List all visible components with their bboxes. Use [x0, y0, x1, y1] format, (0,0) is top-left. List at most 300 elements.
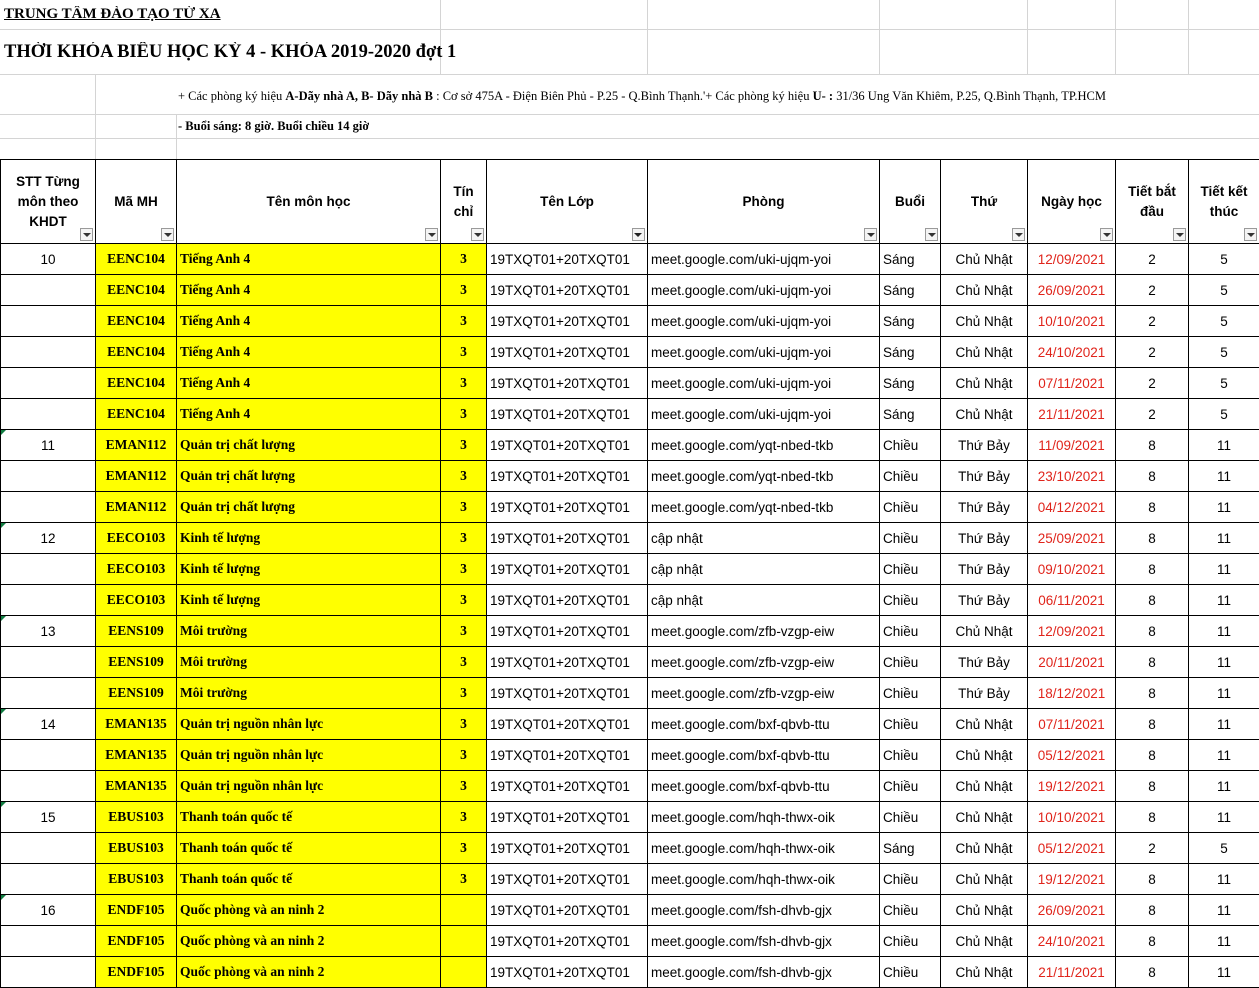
- class-cell[interactable]: 19TXQT01+20TXQT01: [487, 864, 648, 895]
- subject-cell[interactable]: Kinh tế lượng: [177, 554, 441, 585]
- session-cell[interactable]: Sáng: [880, 368, 941, 399]
- day-cell[interactable]: Thứ Bảy: [941, 430, 1028, 461]
- session-cell[interactable]: Chiều: [880, 616, 941, 647]
- end-period-cell[interactable]: 5: [1189, 833, 1259, 864]
- day-cell[interactable]: Chủ Nhật: [941, 833, 1028, 864]
- stt-cell[interactable]: [1, 740, 96, 771]
- end-period-cell[interactable]: 11: [1189, 585, 1259, 616]
- subject-cell[interactable]: Quản trị chất lượng: [177, 430, 441, 461]
- credits-cell[interactable]: 3: [441, 678, 487, 709]
- stt-cell[interactable]: [1, 585, 96, 616]
- class-cell[interactable]: 19TXQT01+20TXQT01: [487, 306, 648, 337]
- class-cell[interactable]: 19TXQT01+20TXQT01: [487, 926, 648, 957]
- start-period-cell[interactable]: 8: [1116, 554, 1189, 585]
- subject-cell[interactable]: Quản trị nguồn nhân lực: [177, 740, 441, 771]
- session-cell[interactable]: Chiều: [880, 647, 941, 678]
- class-cell[interactable]: 19TXQT01+20TXQT01: [487, 678, 648, 709]
- session-cell[interactable]: Chiều: [880, 523, 941, 554]
- class-cell[interactable]: 19TXQT01+20TXQT01: [487, 461, 648, 492]
- day-cell[interactable]: Chủ Nhật: [941, 740, 1028, 771]
- room-cell[interactable]: meet.google.com/fsh-dhvb-gjx: [648, 895, 880, 926]
- header-end-period[interactable]: Tiết kết thúc: [1189, 160, 1259, 244]
- table-row: [1, 616, 1259, 647]
- stt-cell[interactable]: [1, 926, 96, 957]
- day-cell[interactable]: Chủ Nhật: [941, 337, 1028, 368]
- date-cell[interactable]: 05/12/2021: [1028, 833, 1116, 864]
- end-period-cell[interactable]: 11: [1189, 678, 1259, 709]
- session-cell[interactable]: Chiều: [880, 864, 941, 895]
- filter-dropdown-icon[interactable]: [864, 228, 877, 241]
- end-period-cell[interactable]: 11: [1189, 895, 1259, 926]
- credits-cell[interactable]: 3: [441, 833, 487, 864]
- room-cell[interactable]: cập nhật: [648, 523, 880, 554]
- room-cell[interactable]: meet.google.com/fsh-dhvb-gjx: [648, 926, 880, 957]
- day-cell[interactable]: Thứ Bảy: [941, 585, 1028, 616]
- date-cell[interactable]: 10/10/2021: [1028, 306, 1116, 337]
- code-cell[interactable]: EENC104: [96, 275, 177, 306]
- room-cell[interactable]: meet.google.com/uki-ujqm-yoi: [648, 244, 880, 275]
- end-period-cell[interactable]: 11: [1189, 709, 1259, 740]
- day-cell[interactable]: Thứ Bảy: [941, 492, 1028, 523]
- end-period-cell[interactable]: 11: [1189, 616, 1259, 647]
- day-cell[interactable]: Chủ Nhật: [941, 926, 1028, 957]
- stt-cell[interactable]: [1, 492, 96, 523]
- subject-cell[interactable]: Tiếng Anh 4: [177, 399, 441, 430]
- class-cell[interactable]: 19TXQT01+20TXQT01: [487, 833, 648, 864]
- stt-cell[interactable]: 15: [1, 802, 96, 833]
- stt-cell[interactable]: 12: [1, 523, 96, 554]
- credits-cell[interactable]: 3: [441, 523, 487, 554]
- session-cell[interactable]: Chiều: [880, 895, 941, 926]
- stt-cell[interactable]: [1, 306, 96, 337]
- note-times[interactable]: - Buổi sáng: 8 giờ. Buổi chiều 14 giờ: [178, 119, 370, 133]
- date-cell[interactable]: 23/10/2021: [1028, 461, 1116, 492]
- table-row: [1, 771, 1259, 802]
- session-cell[interactable]: Chiều: [880, 957, 941, 988]
- session-cell[interactable]: Chiều: [880, 709, 941, 740]
- class-cell[interactable]: 19TXQT01+20TXQT01: [487, 771, 648, 802]
- start-period-cell[interactable]: 8: [1116, 647, 1189, 678]
- room-cell[interactable]: meet.google.com/bxf-qbvb-ttu: [648, 709, 880, 740]
- subject-cell[interactable]: Thanh toán quốc tế: [177, 802, 441, 833]
- date-cell[interactable]: 10/10/2021: [1028, 802, 1116, 833]
- end-period-cell[interactable]: 5: [1189, 368, 1259, 399]
- session-cell[interactable]: Sáng: [880, 833, 941, 864]
- stt-cell[interactable]: [1, 833, 96, 864]
- filter-dropdown-icon[interactable]: [425, 228, 438, 241]
- code-cell[interactable]: EBUS103: [96, 833, 177, 864]
- credits-cell[interactable]: 3: [441, 337, 487, 368]
- stt-cell[interactable]: [1, 368, 96, 399]
- code-cell[interactable]: ENDF105: [96, 957, 177, 988]
- start-period-cell[interactable]: 8: [1116, 492, 1189, 523]
- room-cell[interactable]: meet.google.com/uki-ujqm-yoi: [648, 306, 880, 337]
- credits-cell[interactable]: 3: [441, 275, 487, 306]
- room-cell[interactable]: meet.google.com/uki-ujqm-yoi: [648, 337, 880, 368]
- code-cell[interactable]: EENC104: [96, 368, 177, 399]
- day-cell[interactable]: Chủ Nhật: [941, 399, 1028, 430]
- table-row: [1, 926, 1259, 957]
- end-period-cell[interactable]: 11: [1189, 554, 1259, 585]
- end-period-cell[interactable]: 11: [1189, 864, 1259, 895]
- col-line: [647, 0, 648, 75]
- subject-cell[interactable]: Quốc phòng và an ninh 2: [177, 926, 441, 957]
- subject-cell[interactable]: Tiếng Anh 4: [177, 244, 441, 275]
- date-cell[interactable]: 21/11/2021: [1028, 399, 1116, 430]
- code-cell[interactable]: EBUS103: [96, 802, 177, 833]
- date-cell[interactable]: 24/10/2021: [1028, 926, 1116, 957]
- session-cell[interactable]: Chiều: [880, 554, 941, 585]
- day-cell[interactable]: Thứ Bảy: [941, 554, 1028, 585]
- class-cell[interactable]: 19TXQT01+20TXQT01: [487, 957, 648, 988]
- day-cell[interactable]: Chủ Nhật: [941, 957, 1028, 988]
- class-cell[interactable]: 19TXQT01+20TXQT01: [487, 895, 648, 926]
- start-period-cell[interactable]: 8: [1116, 864, 1189, 895]
- date-cell[interactable]: 09/10/2021: [1028, 554, 1116, 585]
- code-cell[interactable]: EMAN112: [96, 430, 177, 461]
- stt-cell[interactable]: 13: [1, 616, 96, 647]
- code-cell[interactable]: ENDF105: [96, 926, 177, 957]
- end-period-cell[interactable]: 11: [1189, 430, 1259, 461]
- room-cell[interactable]: meet.google.com/hqh-thwx-oik: [648, 802, 880, 833]
- table-row: [1, 740, 1259, 771]
- end-period-cell[interactable]: 11: [1189, 523, 1259, 554]
- start-period-cell[interactable]: 8: [1116, 895, 1189, 926]
- session-cell[interactable]: Chiều: [880, 802, 941, 833]
- room-cell[interactable]: meet.google.com/bxf-qbvb-ttu: [648, 740, 880, 771]
- end-period-cell[interactable]: 5: [1189, 306, 1259, 337]
- class-cell[interactable]: 19TXQT01+20TXQT01: [487, 616, 648, 647]
- header-day[interactable]: Thứ: [941, 160, 1028, 244]
- end-period-cell[interactable]: 5: [1189, 337, 1259, 368]
- start-period-cell[interactable]: 2: [1116, 244, 1189, 275]
- start-period-cell[interactable]: 2: [1116, 306, 1189, 337]
- class-cell[interactable]: 19TXQT01+20TXQT01: [487, 368, 648, 399]
- code-cell[interactable]: EENC104: [96, 306, 177, 337]
- filter-dropdown-icon[interactable]: [925, 228, 938, 241]
- day-cell[interactable]: Thứ Bảy: [941, 461, 1028, 492]
- date-cell[interactable]: 07/11/2021: [1028, 709, 1116, 740]
- subject-cell[interactable]: Quốc phòng và an ninh 2: [177, 895, 441, 926]
- session-cell[interactable]: Sáng: [880, 275, 941, 306]
- day-cell[interactable]: Thứ Bảy: [941, 678, 1028, 709]
- date-cell[interactable]: 19/12/2021: [1028, 771, 1116, 802]
- header-code[interactable]: Mã MH: [96, 160, 177, 244]
- center-name[interactable]: TRUNG TÂM ĐÀO TẠO TỪ XA: [4, 6, 221, 22]
- credits-cell[interactable]: 3: [441, 740, 487, 771]
- end-period-cell[interactable]: 11: [1189, 957, 1259, 988]
- filter-dropdown-icon[interactable]: [1173, 228, 1186, 241]
- class-cell[interactable]: 19TXQT01+20TXQT01: [487, 647, 648, 678]
- credits-cell[interactable]: 3: [441, 430, 487, 461]
- room-cell[interactable]: meet.google.com/uki-ujqm-yoi: [648, 275, 880, 306]
- header-credits[interactable]: Tín chỉ: [441, 160, 487, 244]
- room-cell[interactable]: meet.google.com/uki-ujqm-yoi: [648, 368, 880, 399]
- date-cell[interactable]: 24/10/2021: [1028, 337, 1116, 368]
- end-period-cell[interactable]: 11: [1189, 926, 1259, 957]
- filter-dropdown-icon[interactable]: [80, 228, 93, 241]
- stt-cell[interactable]: 16: [1, 895, 96, 926]
- class-cell[interactable]: 19TXQT01+20TXQT01: [487, 523, 648, 554]
- subject-cell[interactable]: Quản trị nguồn nhân lực: [177, 771, 441, 802]
- filter-dropdown-icon[interactable]: [1244, 228, 1257, 241]
- class-cell[interactable]: 19TXQT01+20TXQT01: [487, 244, 648, 275]
- start-period-cell[interactable]: 8: [1116, 926, 1189, 957]
- end-period-cell[interactable]: 11: [1189, 647, 1259, 678]
- date-cell[interactable]: 26/09/2021: [1028, 275, 1116, 306]
- stt-cell[interactable]: [1, 864, 96, 895]
- end-period-cell[interactable]: 11: [1189, 771, 1259, 802]
- subject-cell[interactable]: Quản trị nguồn nhân lực: [177, 709, 441, 740]
- day-cell[interactable]: Thứ Bảy: [941, 523, 1028, 554]
- day-cell[interactable]: Chủ Nhật: [941, 306, 1028, 337]
- col-line: [1027, 0, 1028, 75]
- credits-cell[interactable]: 3: [441, 709, 487, 740]
- start-period-cell[interactable]: 8: [1116, 802, 1189, 833]
- credits-cell[interactable]: [441, 957, 487, 988]
- room-cell[interactable]: meet.google.com/fsh-dhvb-gjx: [648, 957, 880, 988]
- day-cell[interactable]: Chủ Nhật: [941, 368, 1028, 399]
- code-cell[interactable]: EMAN135: [96, 740, 177, 771]
- stt-cell[interactable]: [1, 554, 96, 585]
- start-period-cell[interactable]: 8: [1116, 740, 1189, 771]
- credits-cell[interactable]: 3: [441, 585, 487, 616]
- header-start-period[interactable]: Tiết bắt đầu: [1116, 160, 1189, 244]
- start-period-cell[interactable]: 8: [1116, 709, 1189, 740]
- end-period-cell[interactable]: 11: [1189, 802, 1259, 833]
- date-cell[interactable]: 04/12/2021: [1028, 492, 1116, 523]
- filter-active-icon[interactable]: [632, 228, 645, 241]
- start-period-cell[interactable]: 8: [1116, 616, 1189, 647]
- room-cell[interactable]: meet.google.com/uki-ujqm-yoi: [648, 399, 880, 430]
- stt-cell[interactable]: [1, 337, 96, 368]
- subject-cell[interactable]: Thanh toán quốc tế: [177, 833, 441, 864]
- date-cell[interactable]: 25/09/2021: [1028, 523, 1116, 554]
- filter-dropdown-icon[interactable]: [1100, 228, 1113, 241]
- start-period-cell[interactable]: 8: [1116, 523, 1189, 554]
- start-period-cell[interactable]: 2: [1116, 337, 1189, 368]
- date-cell[interactable]: 07/11/2021: [1028, 368, 1116, 399]
- date-cell[interactable]: 26/09/2021: [1028, 895, 1116, 926]
- start-period-cell[interactable]: 2: [1116, 368, 1189, 399]
- code-cell[interactable]: EENC104: [96, 399, 177, 430]
- code-cell[interactable]: EBUS103: [96, 864, 177, 895]
- subject-cell[interactable]: Thanh toán quốc tế: [177, 864, 441, 895]
- code-cell[interactable]: ENDF105: [96, 895, 177, 926]
- stt-cell[interactable]: 11: [1, 430, 96, 461]
- credits-cell[interactable]: 3: [441, 647, 487, 678]
- subject-cell[interactable]: Tiếng Anh 4: [177, 275, 441, 306]
- date-cell[interactable]: 05/12/2021: [1028, 740, 1116, 771]
- session-cell[interactable]: Sáng: [880, 244, 941, 275]
- room-cell[interactable]: meet.google.com/yqt-nbed-tkb: [648, 492, 880, 523]
- date-cell[interactable]: 12/09/2021: [1028, 616, 1116, 647]
- code-cell[interactable]: EECO103: [96, 585, 177, 616]
- subject-cell[interactable]: Môi trường: [177, 678, 441, 709]
- credits-cell[interactable]: 3: [441, 864, 487, 895]
- stt-cell[interactable]: [1, 647, 96, 678]
- day-cell[interactable]: Chủ Nhật: [941, 864, 1028, 895]
- subject-cell[interactable]: Quản trị chất lượng: [177, 461, 441, 492]
- room-cell[interactable]: meet.google.com/yqt-nbed-tkb: [648, 430, 880, 461]
- filter-dropdown-icon[interactable]: [1012, 228, 1025, 241]
- stt-cell[interactable]: [1, 461, 96, 492]
- class-cell[interactable]: 19TXQT01+20TXQT01: [487, 275, 648, 306]
- session-cell[interactable]: Chiều: [880, 585, 941, 616]
- class-cell[interactable]: 19TXQT01+20TXQT01: [487, 709, 648, 740]
- class-cell[interactable]: 19TXQT01+20TXQT01: [487, 492, 648, 523]
- class-cell[interactable]: 19TXQT01+20TXQT01: [487, 430, 648, 461]
- subject-cell[interactable]: Kinh tế lượng: [177, 523, 441, 554]
- header-room[interactable]: Phòng: [648, 160, 880, 244]
- day-cell[interactable]: Chủ Nhật: [941, 616, 1028, 647]
- day-cell[interactable]: Chủ Nhật: [941, 895, 1028, 926]
- day-cell[interactable]: Chủ Nhật: [941, 275, 1028, 306]
- start-period-cell[interactable]: 2: [1116, 399, 1189, 430]
- class-cell[interactable]: 19TXQT01+20TXQT01: [487, 802, 648, 833]
- filter-dropdown-icon[interactable]: [471, 228, 484, 241]
- end-period-cell[interactable]: 5: [1189, 244, 1259, 275]
- start-period-cell[interactable]: 8: [1116, 585, 1189, 616]
- session-cell[interactable]: Sáng: [880, 337, 941, 368]
- credits-cell[interactable]: 3: [441, 802, 487, 833]
- session-cell[interactable]: Chiều: [880, 771, 941, 802]
- room-cell[interactable]: meet.google.com/zfb-vzgp-eiw: [648, 678, 880, 709]
- date-cell[interactable]: 21/11/2021: [1028, 957, 1116, 988]
- header-subject[interactable]: Tên môn học: [177, 160, 441, 244]
- subject-cell[interactable]: Tiếng Anh 4: [177, 306, 441, 337]
- filter-dropdown-icon[interactable]: [161, 228, 174, 241]
- session-cell[interactable]: Sáng: [880, 306, 941, 337]
- session-cell[interactable]: Chiều: [880, 740, 941, 771]
- code-cell[interactable]: EMAN135: [96, 709, 177, 740]
- room-cell[interactable]: meet.google.com/bxf-qbvb-ttu: [648, 771, 880, 802]
- room-cell[interactable]: meet.google.com/zfb-vzgp-eiw: [648, 616, 880, 647]
- start-period-cell[interactable]: 2: [1116, 833, 1189, 864]
- date-cell[interactable]: 19/12/2021: [1028, 864, 1116, 895]
- header-date[interactable]: Ngày học: [1028, 160, 1116, 244]
- start-period-cell[interactable]: 8: [1116, 430, 1189, 461]
- credits-cell[interactable]: 3: [441, 771, 487, 802]
- end-period-cell[interactable]: 5: [1189, 399, 1259, 430]
- stt-cell[interactable]: [1, 275, 96, 306]
- session-cell[interactable]: Chiều: [880, 461, 941, 492]
- credits-cell[interactable]: 3: [441, 616, 487, 647]
- class-cell[interactable]: 19TXQT01+20TXQT01: [487, 554, 648, 585]
- credits-cell[interactable]: 3: [441, 368, 487, 399]
- day-cell[interactable]: Thứ Bảy: [941, 647, 1028, 678]
- schedule-title[interactable]: THỜI KHÓA BIỂU HỌC KỲ 4 - KHÓA 2019-2020 đợt 1: [4, 42, 457, 62]
- date-cell[interactable]: 12/09/2021: [1028, 244, 1116, 275]
- stt-cell[interactable]: [1, 957, 96, 988]
- start-period-cell[interactable]: 8: [1116, 678, 1189, 709]
- code-cell[interactable]: EMAN112: [96, 461, 177, 492]
- col-line: [95, 75, 96, 159]
- class-cell[interactable]: 19TXQT01+20TXQT01: [487, 399, 648, 430]
- code-cell[interactable]: EENS109: [96, 678, 177, 709]
- day-cell[interactable]: Chủ Nhật: [941, 802, 1028, 833]
- day-cell[interactable]: Chủ Nhật: [941, 709, 1028, 740]
- class-cell[interactable]: 19TXQT01+20TXQT01: [487, 585, 648, 616]
- session-cell[interactable]: Chiều: [880, 678, 941, 709]
- credits-cell[interactable]: [441, 895, 487, 926]
- credits-cell[interactable]: 3: [441, 492, 487, 523]
- room-cell[interactable]: meet.google.com/hqh-thwx-oik: [648, 864, 880, 895]
- schedule-table: [0, 159, 1259, 988]
- end-period-cell[interactable]: 11: [1189, 740, 1259, 771]
- credits-cell[interactable]: 3: [441, 244, 487, 275]
- subject-cell[interactable]: Tiếng Anh 4: [177, 368, 441, 399]
- header-session[interactable]: Buổi: [880, 160, 941, 244]
- subject-cell[interactable]: Tiếng Anh 4: [177, 337, 441, 368]
- code-cell[interactable]: EMAN112: [96, 492, 177, 523]
- code-cell[interactable]: EMAN135: [96, 771, 177, 802]
- session-cell[interactable]: Chiều: [880, 430, 941, 461]
- stt-cell[interactable]: [1, 678, 96, 709]
- code-cell[interactable]: EECO103: [96, 523, 177, 554]
- date-cell[interactable]: 18/12/2021: [1028, 678, 1116, 709]
- session-cell[interactable]: Sáng: [880, 399, 941, 430]
- subject-cell[interactable]: Môi trường: [177, 647, 441, 678]
- stt-cell[interactable]: [1, 771, 96, 802]
- end-period-cell[interactable]: 11: [1189, 492, 1259, 523]
- start-period-cell[interactable]: 8: [1116, 771, 1189, 802]
- stt-cell[interactable]: [1, 399, 96, 430]
- subject-cell[interactable]: Quản trị chất lượng: [177, 492, 441, 523]
- code-cell[interactable]: EENS109: [96, 616, 177, 647]
- code-cell[interactable]: EENS109: [96, 647, 177, 678]
- code-cell[interactable]: EENC104: [96, 337, 177, 368]
- day-cell[interactable]: Chủ Nhật: [941, 771, 1028, 802]
- room-cell[interactable]: cập nhật: [648, 585, 880, 616]
- end-period-cell[interactable]: 5: [1189, 275, 1259, 306]
- stt-cell[interactable]: 10: [1, 244, 96, 275]
- class-cell[interactable]: 19TXQT01+20TXQT01: [487, 740, 648, 771]
- credits-cell[interactable]: 3: [441, 306, 487, 337]
- credits-cell[interactable]: [441, 926, 487, 957]
- stt-cell[interactable]: 14: [1, 709, 96, 740]
- room-cell[interactable]: cập nhật: [648, 554, 880, 585]
- session-cell[interactable]: Chiều: [880, 926, 941, 957]
- start-period-cell[interactable]: 8: [1116, 957, 1189, 988]
- header-stt[interactable]: STT Từng môn theo KHDT: [1, 160, 96, 244]
- credits-cell[interactable]: 3: [441, 554, 487, 585]
- table-row: [1, 492, 1259, 523]
- room-cell[interactable]: meet.google.com/zfb-vzgp-eiw: [648, 647, 880, 678]
- room-cell[interactable]: meet.google.com/hqh-thwx-oik: [648, 833, 880, 864]
- date-cell[interactable]: 20/11/2021: [1028, 647, 1116, 678]
- start-period-cell[interactable]: 2: [1116, 275, 1189, 306]
- subject-cell[interactable]: Môi trường: [177, 616, 441, 647]
- code-cell[interactable]: EENC104: [96, 244, 177, 275]
- code-cell[interactable]: EECO103: [96, 554, 177, 585]
- end-period-cell[interactable]: 11: [1189, 461, 1259, 492]
- start-period-cell[interactable]: 8: [1116, 461, 1189, 492]
- class-cell[interactable]: 19TXQT01+20TXQT01: [487, 337, 648, 368]
- table-row: [1, 337, 1259, 368]
- header-class[interactable]: Tên Lớp: [487, 160, 648, 244]
- credits-cell[interactable]: 3: [441, 461, 487, 492]
- credits-cell[interactable]: 3: [441, 399, 487, 430]
- note-rooms[interactable]: + Các phòng ký hiệu A-Dãy nhà A, B- Dãy nhà B : Cơ sở 475A - Điện Biên Phủ - P.25 - Q.Bình Thạnh.'+ Các phòng ký hiệu U- : 31/36 Ung Văn Khiêm, P.25, Q.Bình Thạnh, TP.HCM: [178, 89, 1106, 103]
- day-cell[interactable]: Chủ Nhật: [941, 244, 1028, 275]
- room-cell[interactable]: meet.google.com/yqt-nbed-tkb: [648, 461, 880, 492]
- date-cell[interactable]: 11/09/2021: [1028, 430, 1116, 461]
- subject-cell[interactable]: Kinh tế lượng: [177, 585, 441, 616]
- date-cell[interactable]: 06/11/2021: [1028, 585, 1116, 616]
- session-cell[interactable]: Chiều: [880, 492, 941, 523]
- subject-cell[interactable]: Quốc phòng và an ninh 2: [177, 957, 441, 988]
